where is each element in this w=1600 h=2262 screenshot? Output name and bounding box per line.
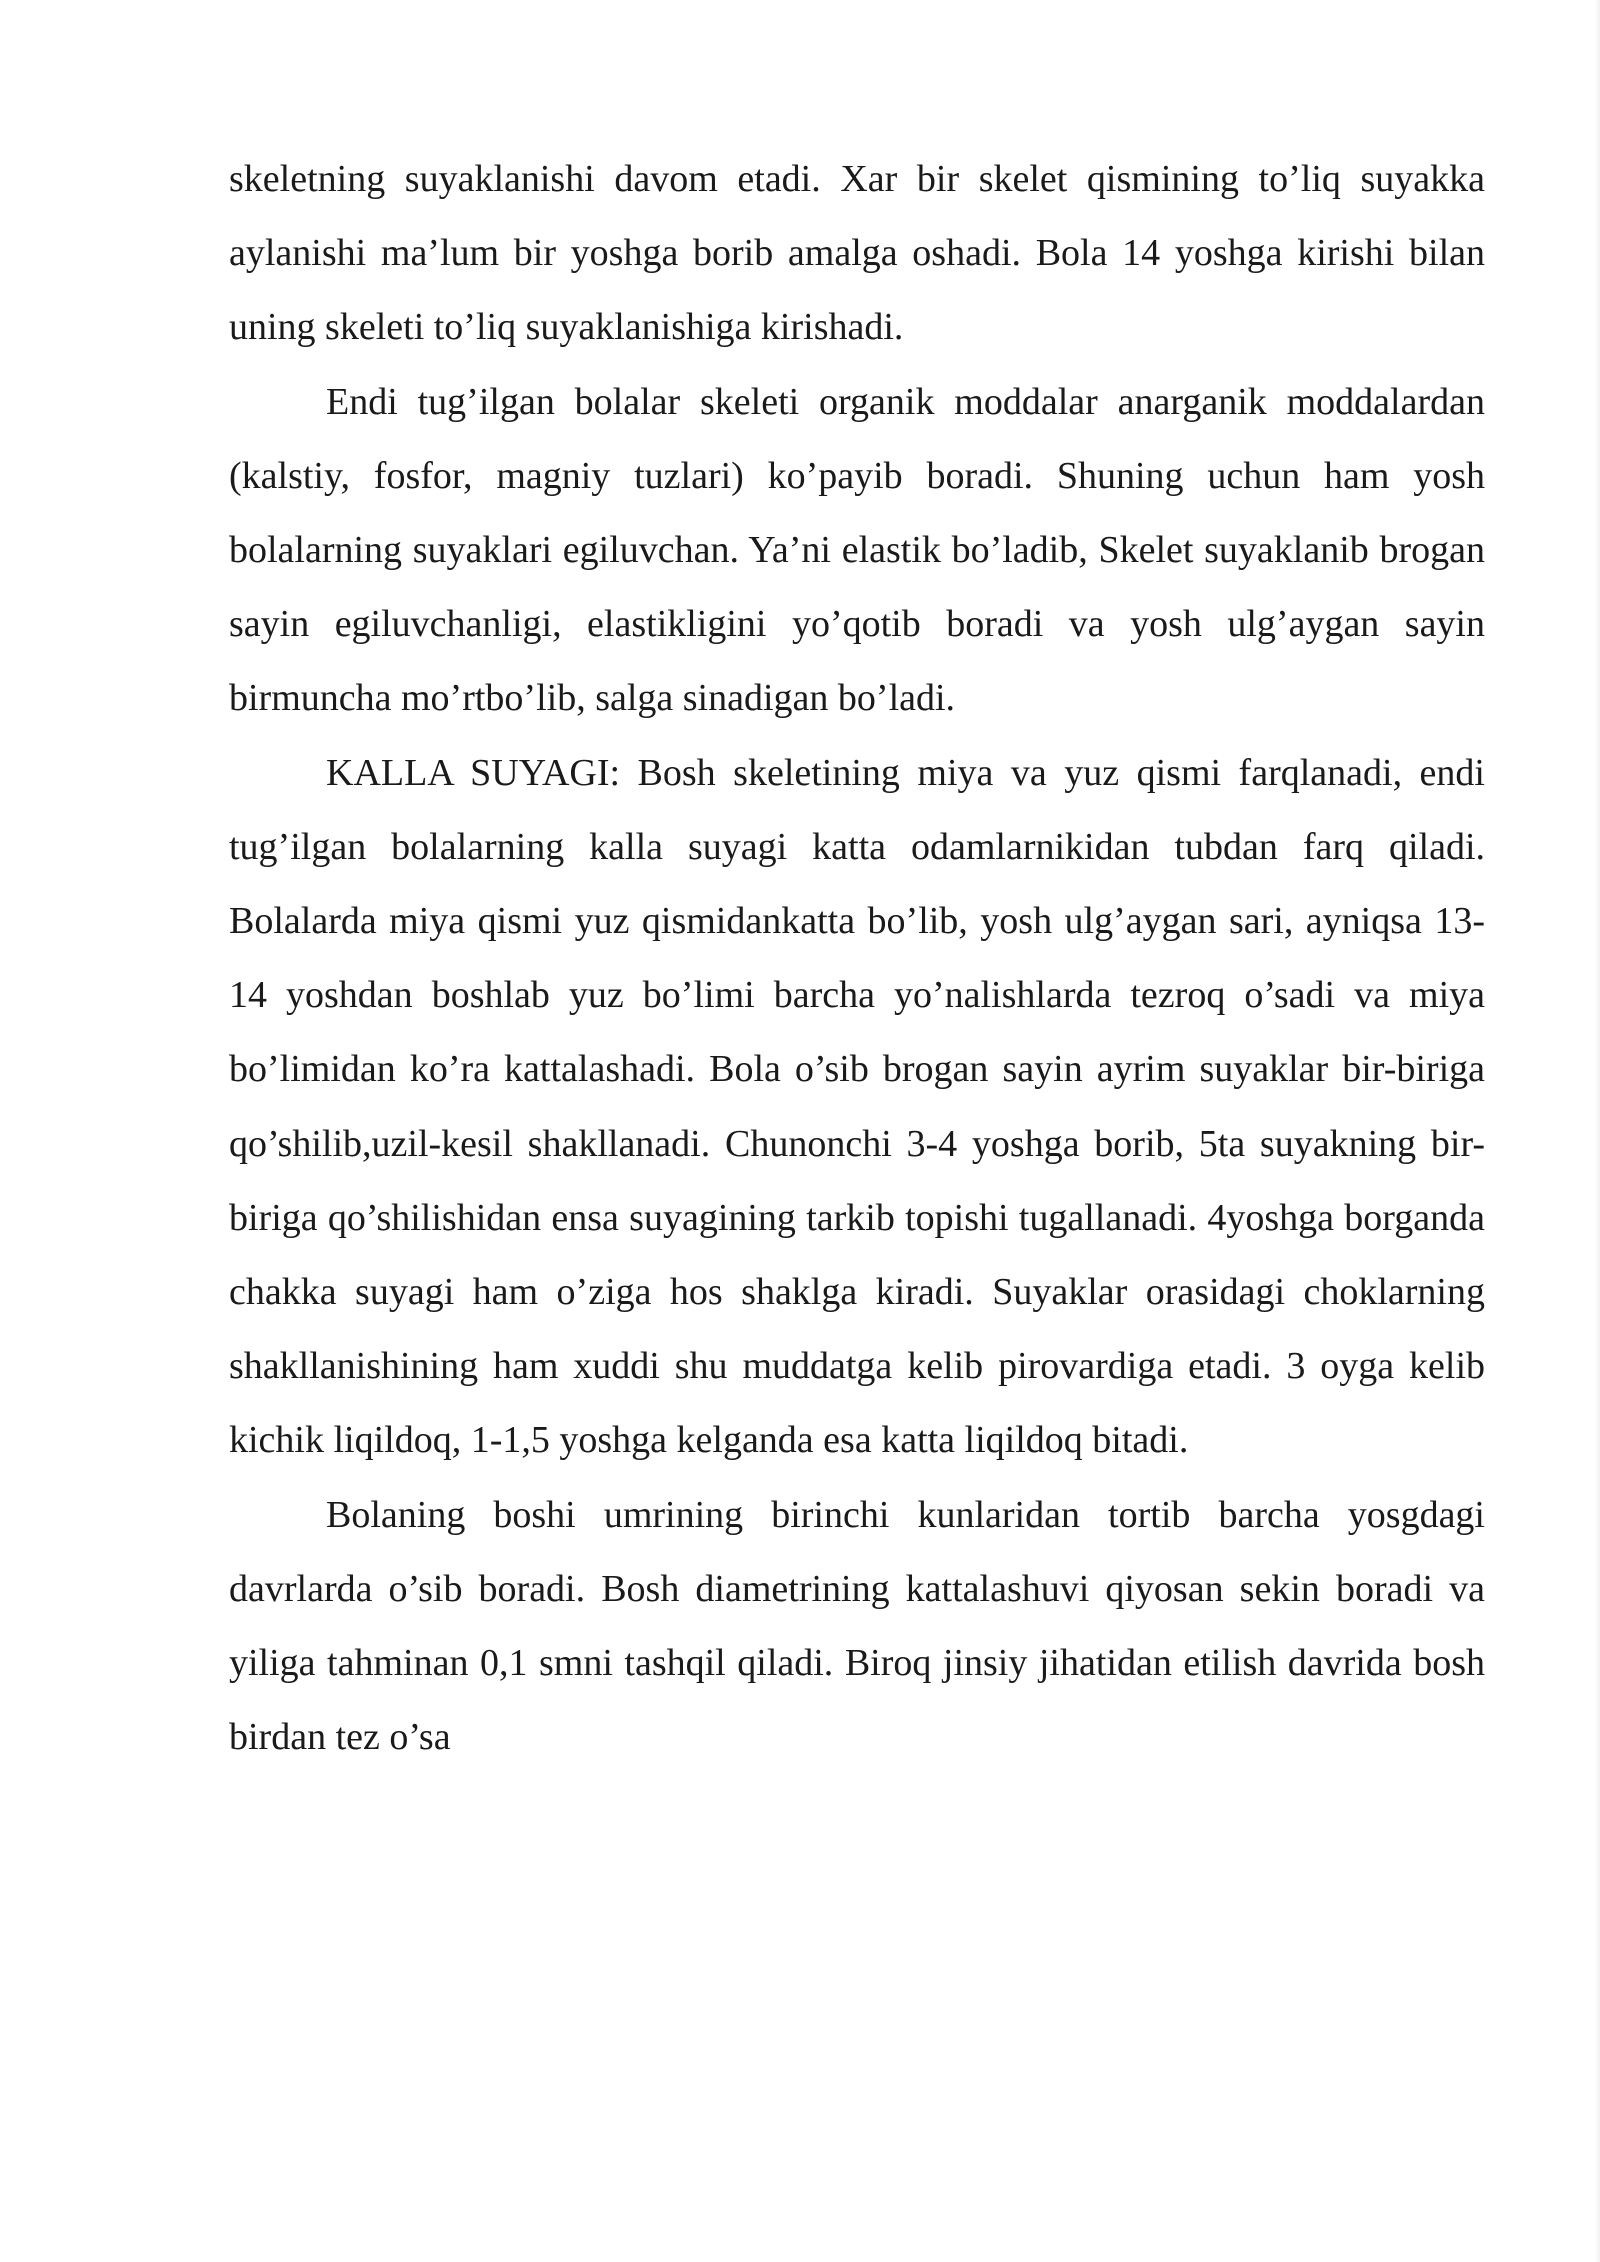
page-edge xyxy=(1594,0,1600,2262)
paragraph-newborn-skeleton: Endi tug’ilgan bolalar skeleti organik moddalar anarganik moddalardan (kalstiy, fosfor, magniy tuzlari) ko’payib boradi. Shuning uchun ham yosh bolalarning suyaklari egiluvchan. Ya’ni elastik bo’ladib, Skelet suyaklanib brogan sayin egiluvchanligi, elastikligini yo’qotib boradi va yosh ulg’aygan sayin birmuncha mo’rtbo’lib, salga sinadigan bo’ladi. xyxy=(229,380,1485,720)
paragraph-skeleton-ossification: skeletning suyaklanishi davom etadi. Xar bir skelet qismining to’liq suyakka aylanishi ma’lum bir yoshga borib amalga oshadi. Bola 14 yoshga kirishi bilan uning skeleti to’liq suyaklanishiga kirishadi. xyxy=(229,158,1485,349)
paragraph-skull-bone: KALLA SUYAGI: Bosh skeletining miya va yuz qismi farqlanadi, endi tug’ilgan bolalarning kalla suyagi katta odamlarnikidan tubdan farq qiladi. Bolalarda miya qismi yuz qismidankatta bo’lib, yosh ulg’aygan sari, ayniqsa 13-14 yoshdan boshlab yuz bo’limi barcha yo’nalishlarda tezroq o’sadi va miya bo’limidan ko’ra kattalashadi. Bola o’sib brogan sayin ayrim suyaklar bir-biriga qo’shilib,uzil-kesil shakllanadi. Chunonchi 3-4 yoshga borib, 5ta suyakning bir-biriga qo’shilishidan ensa suyagining tarkib topishi tugallanadi. 4yoshga borganda chakka suyagi ham o’ziga hos shaklga kiradi. Suyaklar orasidagi choklarning shakllanishining ham xuddi shu muddatga kelib pirovardiga etadi. 3 oyga kelib kichik liqildoq, 1-1,5 yoshga kelganda esa katta liqildoq bitadi. xyxy=(229,751,1485,1462)
paragraph-head-growth: Bolaning boshi umrining birinchi kunlaridan tortib barcha yosgdagi davrlarda o’sib boradi. Bosh diametrining kattalashuvi qiyosan sekin boradi va yiliga tahminan 0,1 smni tashqil qiladi. Biroq jinsiy jihatidan etilish davrida bosh birdan tez o’sa xyxy=(229,1493,1485,1759)
body-text xyxy=(229,142,1485,1774)
